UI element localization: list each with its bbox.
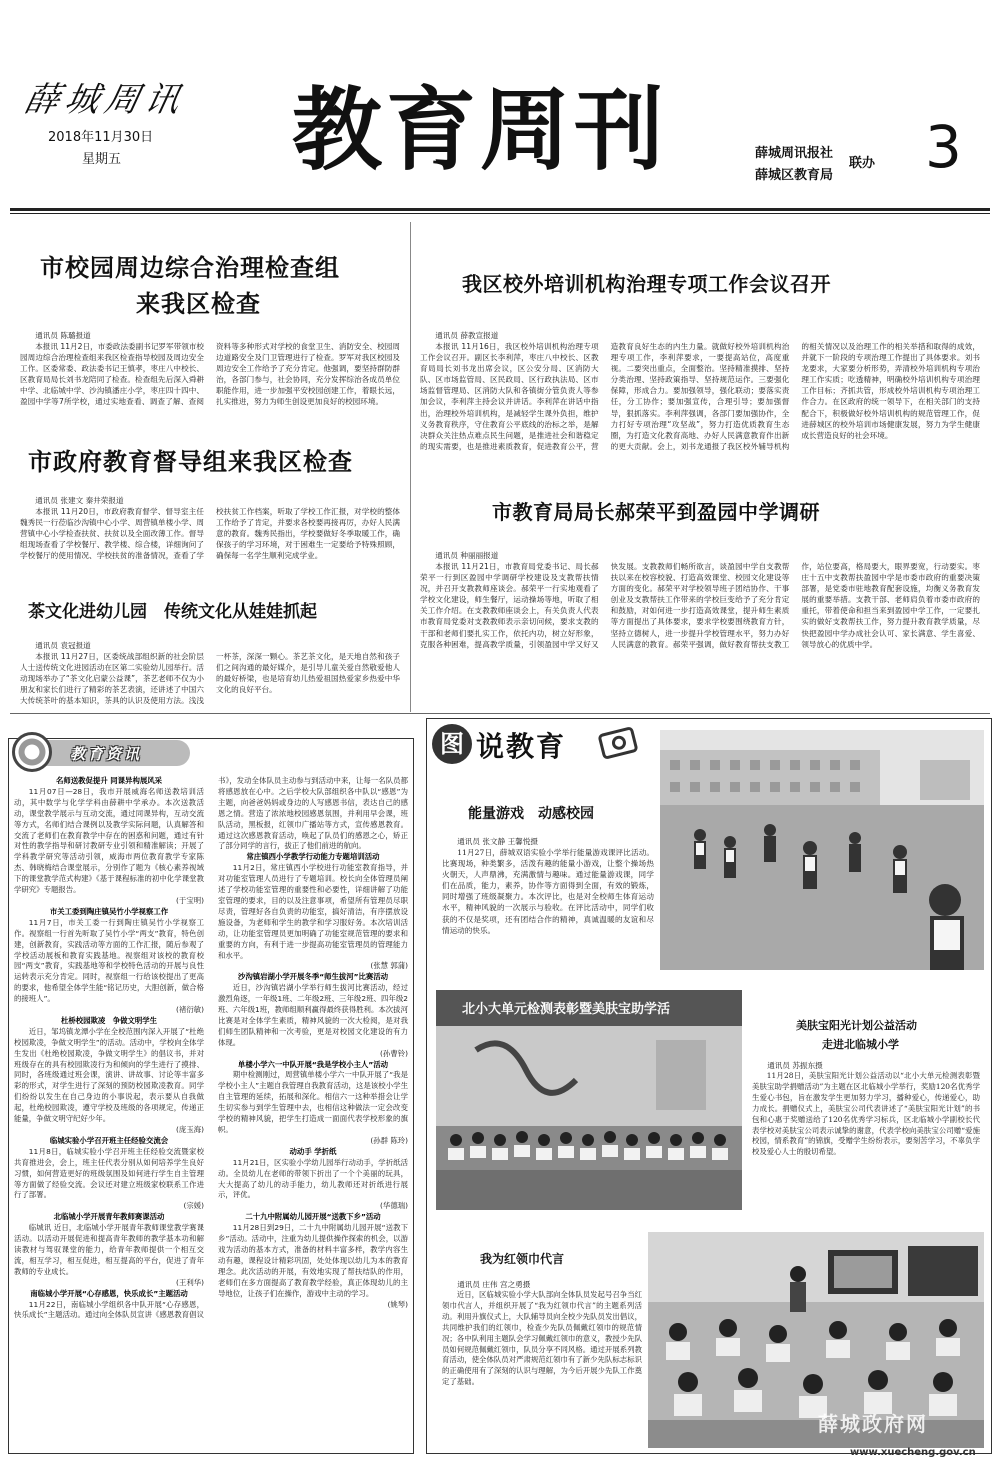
zixun-item-body: 11月22日，南临城小学组织各中队开展“心存感恩，快乐成长”主题活动。通过向全体队员宣讲《感恩教育倡议书》，发动全体队员主动参与到活动中来，让每一名队员都将感恩放在心中。之后学校大队部组织各中队以“感恩”为主题，向爸爸妈妈或身边的人写感恩书信，表达自己的感恩之情。营造了浓浓地校园感恩氛围，并利用早会课，班队活动，黑板报，红领巾广播站等方式，宣传感恩教育。通过这次感恩教育活动，唤起了队员们的感恩之心，矫正了部分同学的言行，拔正了他们前进的航向。	[14, 776, 408, 1320]
photo-red-scarf	[648, 1232, 984, 1448]
zixun-item-credit: (姚琴)	[387, 1299, 408, 1309]
article1-byline: 通讯员 陈璐报道	[35, 331, 91, 340]
zixun-item-body: 11月7日，市关工委一行到陶庄镇吴竹小学视察工作。视察组一行首先听取了吴竹小学“两支”教育，特色创建，创新教育，实践活动等方面的工作汇报，随后参观了学校活动展板和教育实践基地。视察组对该校的教育校园“两支”教育，实践基地等和学校特色活动的开展与良性运转表示充分肯定。同时，视察组一行给该校提出了更高的要求，他希望全体学生能“铭记历史，大胆创新，做合格的接班人”。	[14, 917, 204, 1004]
zixun-item-body: 近日，邹坞镇龙潭小学在全校范围内深入开展了“杜绝校园欺凌，争做文明学生”的活动。活动中，学校向全体学生发出《杜绝校园欺凌，争做文明学生》的倡议书，并对班级存在的具有校园欺凌行为和倾向的学生进行了摸排、同时，各班级通过班会课，演讲、讲故事、讨论等丰富多彩的形式，对学生进行了深刻的预防校园欺凌教育。同学们纷纷以发生在自己身边的小事说起，表示要从自我做起，杜绝校园欺凌，遵守学校及班级的各项规定，传递正能量，争做文明守纪好少年。	[14, 1026, 204, 1124]
zixun-item-body: 临城讯 近日，北临城小学开展青年教师课堂教学赛课活动。以活动开展促进和提高青年教师的教学基本功和解读教材与驾驭课堂的能力，给青年教师提供一个相互交流，相互学习，相互促进，相互提高的平台，促进了青年教师的专业成长。	[14, 1223, 204, 1276]
photo2-byline: 通讯员 苏振东摄	[767, 1061, 823, 1070]
column-divider	[410, 222, 411, 712]
article5-title: 市教育局局长郝荣平到盈园中学调研	[492, 500, 820, 524]
page-number: 3	[925, 113, 962, 181]
photo2-body: 11月28日，美肤宝阳光计划公益活动以“北小大单元检测表彰暨美肤宝助学捐赠活动”为主题在区北临城小学举行，奖励120名优秀学生爱心书包，旨在激发学生更加努力学习，播种爱心，传递爱心，助力成长。捐赠仪式上，美肤宝公司代表讲述了“美肤宝阳光计划”的书包和心惠于奖赠送给了120名优秀学习标兵，区北临城小学副校长代表学校对美肤宝公司表示诚挚的谢意，代表学校向美肤宝公司赠“爱施校园，情系教育”的锦旗，受赠学生纷纷表示，要刻苦学习，不辜负学校及爱心人士的殷切希望。	[752, 1071, 980, 1157]
photo2-title-line2: 走进北临城小学	[822, 1038, 899, 1051]
article3-body: 本报讯 11月27日，区委统战部组织新的社会阶层人士送传统文化进园活动在区第二实验幼儿园举行。活动现场举办了“茶文化启蒙公益课”，茶艺老师不仅为小朋友和家长们进行了精彩的茶艺表演，还讲述了中国六大传统茶叶的基本知识，茶具的认识及使用方法。浅浅一杯茶，深深一颗心。茶艺茶文化，是天地自然和孩子们之间沟通的最好媒介，是引导儿童关爱自然敬爱他人的最好桥梁，也是培育幼儿热爱祖国热爱家乡热爱中华文化的良好平台。	[20, 652, 400, 706]
tushuo-header-badge: 图	[432, 724, 472, 764]
photo-energy-games	[660, 730, 984, 970]
article2-body: 本报讯 11月20日，市政府教育督学、督导室主任魏秀民一行莅临沙沟镇中心小学、周营镇单楼小学、周营镇中心小学检查扶贫、扶贫以及全面改薄工作。督导组现场查看了学校餐厅、教学楼、综合楼，详细询问了学校餐厅的使用情况、学校扶贫的准备情况，查看了学校扶贫工作档案，听取了学校工作汇报，对学校的整体工作给予了肯定，并要求各校要再接再厉，办好人民满意的教育。魏秀民指出，学校要做好冬季取暖工作，确保孩子的学习环境，对于困难生一定要给予特殊照顾，确保每一名学生顺利完成学业。	[20, 507, 400, 561]
photo-energy-games-image	[660, 730, 984, 970]
sponsor-name-2: 薛城区教育局	[755, 168, 834, 183]
photo-meifubao	[436, 990, 742, 1210]
zixun-item-title: 动动手 学折纸	[289, 1146, 337, 1156]
masthead	[0, 0, 1000, 220]
issue-date: 2018年11月30日	[48, 130, 154, 145]
photo1-byline: 通讯员 张文静 王馨悦摄	[457, 837, 538, 846]
photo1-title: 能量游戏 动感校园	[468, 806, 594, 822]
article4-title: 我区校外培训机构治理专项工作会议召开	[462, 272, 831, 296]
photo3-byline: 通讯员 庄伟 宫之勇摄	[457, 1280, 531, 1289]
zixun-item-title: 单楼小学六一中队开展“我是学校小主人”活动	[237, 1059, 389, 1069]
photo2-title-line1: 美肤宝阳光计划公益活动	[796, 1019, 917, 1032]
zixun-item-body: 11月8日，临城实验小学召开班主任经验交流暨家校共育推进会，会上，班主任代表分别从如何培养学生良好习惯，如何营造更好的班级氛围及如何进行学生自主管理等方面做了经验交流。会议还对建立班级家校联系工作进行了部署。	[14, 1146, 204, 1200]
article2-title: 市政府教育督导组来我区检查	[28, 448, 353, 476]
article4-body: 本报讯 11月16日，我区校外培训机构治理专项工作会议召开。副区长李利萍，枣庄八中校长、区教育局局长刘书龙出席会议，区公安分局、区消防大队、区市场监管局、区民政局、区行政执法局、区市场监督管理局、区消防大队和各镇街分管负责人等参加会议，李利萍主持会议并讲话。李利萍在讲话中指出，治理校外培训机构，是减轻学生课外负担，维护义务教育秩序，守住教育公平底线的治标之举，是解决群众关注热点难点民生问题，是推进社会和谐稳定的现实需要，也是推进素质教育，促进教育公平，营造教育良好生态的内生力量。就做好校外培训机构治理专项工作，李利萍要求，一要提高站位，高度重视。二要突出重点，全面整治。坚持精准摸排、坚持分类治理、坚持政策指导、坚持规范运作。三要强化保障，形成合力。要加强领导，强化联动；要落实责任，分工协作；要加强宣传，合理引导；要加强督导，狠抓落实。李利萍强调，各部门要加强协作，全力打好专项治理“攻坚战”，努力打造优质教育生态圈，为打造文化教育高地、办好人民满意教育作出新的更大贡献。会上，刘书龙通报了我区校外辅导机构的相关情况以及治理工作的相关举措和取得的成效，并就下一阶段的专项治理工作提出了具体要求。刘书龙要求，大家要分析形势，弄清校外培训机构专项治理工作实质；吃透精神，明确校外培训机构专项治理工作目标；齐抓共管，形成校外培训机构专项治理工作合力。在区政府的统一领导下，在相关部门的支持配合下，积极做好校外培训机构的规范管理工作，促进薛城区的校外培训市场健康发展，努力为学生健康成长营造良好的社会环境。	[420, 342, 980, 451]
joint-label: 联办	[849, 156, 876, 171]
section-rule	[10, 713, 990, 714]
photo-meifubao-banner: 北小大单元检测表彰暨美肤宝助学活	[462, 1002, 671, 1017]
zixun-item-body: 11月28日到29日，二十九中附属幼儿园开展“送教下乡”活动。活动中，注重为幼儿提供操作探索的机会，以游戏为活动的基本方式，准备的材料丰富多样，教学内容生动有趣，课程设计精彩巩固，处处体现以幼儿为本的教育理念。此次活动的开展，有效地实现了帮扶结队的作用，老师们在多方面提高了教育教学经验，真正体现幼儿的主导地位，让孩子们在操作，游戏中主动的学习。	[218, 1223, 408, 1298]
zixun-item-credit: (孙群 陈玲)	[370, 1135, 408, 1145]
zixun-item-credit: (华德瑞)	[380, 1201, 408, 1211]
watermark-url[interactable]: www.xuecheng.gov.cn	[850, 1447, 976, 1458]
zixun-header-icon	[12, 732, 52, 772]
zixun-item-body: 近日，沙沟镇岩湖小学举行师生拔河比赛活动，经过激烈角逐，一年级1班、二年级2班、三年级2班、四年级2班、六年级1班，教师组顺利赢得最终获得胜利。本次拔河比赛是对全体学生素质，精神风貌的一次大检阅，是对我们师生团队精神和一次考验，更是对校园文化建设的有力体现。	[218, 983, 408, 1047]
page-title: 教育周刊	[292, 78, 668, 183]
zixun-item-title: 沙沟镇岩湖小学开展冬季“师生拔河”比赛活动	[237, 972, 389, 982]
article5-byline: 通讯员 种丽丽报道	[435, 551, 499, 560]
tushuo-header-text: 说教育	[476, 730, 567, 763]
photo1-body: 11月27日，薛城双语实验小学举行能量游戏课评比活动。比赛现场，种类繁多，活泼有趣的能量小游戏，让整个操场热火朝天，人声鼎沸，充满激情与趣味。通过能量游戏课，同学们在品质，能力，素养，协作等方面得到全面，有效的锻炼，同时增强了班级凝聚力。本次评比，也是对全校师生体育运动水平，精神风貌的一次展示与验收。在评比活动中，同学们收获的不仅是奖项，还有团结合作的精神，真诚温暖的友谊和尽情运动的快乐。	[442, 848, 654, 935]
zixun-item-body: 11月2日，常庄镇西小学校进行功能室教育指导，并对功能室管理人员进行了专题培训。校长向全体管理员阐述了学校功能室管理的重要性和必要性，详细讲解了功能室管理的要求，目的以及注意事项，希望所有管理员尽职尽责，管理好各自负责的功能室，搞好清洁，有序摆放设施设备，为老师和学生的教学和学习服好务。本次培训活动，让功能室管理员更加明确了功能室规范管理的要求和重要的方向，有利于进一步提高功能室管理员的管理能力和水平。	[218, 863, 408, 960]
photo-red-scarf-image	[648, 1232, 984, 1448]
photo-meifubao-image	[436, 990, 742, 1210]
photo3-body: 近日，区临城实验小学大队部向全体队员发起号召争当红领巾代言人，并组织开展了“我为红领巾代言”的主题系列活动。利用升旗仪式上，大队辅导员向全校少先队员发出倡议，共同维护我们的红领巾，检查少先队员佩戴红领巾的规范情况；各中队利用主题队会学习佩戴红领巾的意义，教授少先队员如何规范佩戴红领巾，队员分享不同风格。通过开展系列教育活动，使全体队员对严肃规范红领巾有了新少先队标志标识的正确使用有了深刻的认识与理解，为今后开展少先队工作奠定了基础。	[442, 1290, 642, 1387]
article3-title: 茶文化进幼儿园 传统文化从娃娃抓起	[28, 602, 317, 622]
zixun-item-title: 市关工委到陶庄镇吴竹小学视察工作	[49, 906, 169, 916]
zixun-item-title: 名师送教促提升 同课异构展风采	[55, 776, 163, 785]
zixun-list	[14, 776, 408, 1448]
photo3-title: 我为红领巾代言	[480, 1252, 565, 1266]
zixun-item-title: 常庄镇西小学教学行动能力专题培训活动	[246, 852, 380, 862]
article3-byline: 通讯员 袁冠报道	[35, 641, 91, 650]
zixun-item-body: 11月21日，区实验小学幼儿园举行动动手，学折纸活动。全员幼儿在老师的带领下折出了一个个美丽的玩具，大大提高了幼儿的动手能力，幼儿教师还对折纸进行展示，评优。	[218, 1157, 408, 1200]
zixun-item-title: 二十九中附属幼儿园开展“送教下乡”活动	[245, 1212, 381, 1222]
zixun-item-body: 期中检测刚过，周营镇单楼小学六一中队开展了“我是学校小主人”主题自我管理自我教育活动，这是该校小学生自主管理的延续，拓展和深化。相信六一这种举措会让学生切实参与到学生管理中去，也相信这种做法一定会改变学校的精神风貌，把学生打造成一面面代表学校形象的旗帜。	[218, 1070, 408, 1134]
zixun-item-title: 临城实验小学召开班主任经验交流会	[49, 1135, 169, 1145]
article1-body: 本报讯 11月2日，市委政法委副书记罗军带领市校园周边综合治理检查组来我区检查指导校园及周边安全工作。区委常委、政法委书记王慎孝，枣庄八中校长、区教育局局长刘书龙陪同了检查。检查组先后深入舜耕中学、北临城中学、沙沟镇潘庄小学，枣庄四十四中、盈园中学等7所学校，通过实地查看、调查了解、查阅资料等多种形式对学校的食堂卫生、消防安全、校园周边道路安全及门卫管理进行了检查。罗军对我区校园及周边安全工作给予了充分肯定。他强调，要坚持群防群治，各部门参与，社会协同，充分发挥综治各成员单位职能作用，进一步加强平安校园创建工作，着眼长远，扎实推进，努力为师生创设更加良好的校园环境。	[20, 342, 400, 407]
masthead-rule-thin	[10, 213, 990, 214]
zixun-item-title: 北临城小学开展青年教师赛课活动	[53, 1212, 165, 1222]
masthead-rule	[10, 208, 990, 211]
sponsor-name-1: 薛城周讯报社	[755, 146, 834, 161]
watermark-logo-text: 薛城政府网	[818, 1412, 928, 1436]
article1-title-line1: 市校园周边综合治理检查组	[40, 254, 340, 282]
zixun-item-title: 南临城小学开展“心存感恩，快乐成长”主题活动	[30, 1288, 188, 1298]
zixun-header-title: 教育资讯	[70, 745, 143, 763]
zixun-item-credit: (褚衍敏)	[176, 1005, 204, 1015]
article4-byline: 通讯员 薛教宣报道	[435, 331, 499, 340]
zixun-item-credit: (王利华)	[176, 1277, 204, 1287]
camera-icon	[597, 726, 638, 760]
zixun-item-title: 杜桥校园欺凌 争做文明学生	[60, 1015, 158, 1025]
tushuo-header	[432, 722, 672, 766]
zixun-item-credit: (宗媛)	[183, 1201, 204, 1211]
zixun-item-body: 11月07日—28日，我市开展威海名师送教培训活动，其中数学与化学学科由薛耕中学承办。本次送教活动，课堂教学展示与互动交流，通过同课异构，互动交流等方式，名师们结合课例以及教学实际问题，认真解答和交流了老师们在教育教学中存在的困惑和问题，通过有针对性的教学指导和研讨教研专业引领和精准解读；开展了学科教学研究等活动引领，威海市两位教育教学专家陈杰、韩晓梅结合课堂展示，分别作了题为《核心素养视域下的课堂教学范式构建》《基于课程标准的初中化学课堂教学研究》专题报告。	[14, 786, 204, 895]
issue-weekday: 星期五	[82, 152, 122, 167]
article5-body: 本报讯 11月21日，市教育局党委书记、局长郝荣平一行到区盈园中学调研学校建设及支教帮扶情况，并召开支教教师座谈会。郝荣平一行实地观看了学校文化建设，师生餐厅，运动操场等地，听取了相关工作介绍。在支教教师座谈会上，有关负责人代表市教育局党委对支教教师表示亲切问候，要求支教的干部和老师们要扎实工作，依托内功，树立好形象，克服各种困难，提高教学质量，引领盈园中学又好又快发展。支教教师们畅所欲言，谈盈园中学自支教帮扶以来在校容校貌、打造高效课堂、校园文化建设等方面的变化。郝荣平对学校领导班子团结协作、干事创业及支教帮扶工作带来的学校巨变给予了充分肯定和鼓励，对如何进一步打造高效课堂，提升师生素质等方面提出了具体要求，要求学校要围绕教育方针，坚持立德树人，进一步提升学校管理水平，努力办好人民满意的教育。郝荣平强调，做好教育帮扶支教工作，站位要高，格局要大，眼界要宽，行动要实。枣庄十五中支教帮扶盈园中学是市委市政府的重要决策部署，是党委市驻地教育配套设施，均衡义务教育发展的重要举措。支教干部、老师肩负着市委市政府的重托，带着使命和担当来到盈园中学工作，一定要扎实的做好支教帮扶工作，努力提升教育教学质量，尽快把盈园中学办成社会认可、家长满意、学生喜爱、领导放心的优质中学。	[420, 562, 980, 649]
article2-byline: 通讯员 张建文 秦井荣报道	[35, 496, 124, 505]
zixun-item-credit: (于宝明)	[176, 895, 204, 905]
zixun-item-credit: (庞玉海)	[176, 1125, 204, 1134]
article1-title-line2: 来我区检查	[136, 290, 261, 318]
zixun-item-credit: (孙曹铃)	[380, 1048, 408, 1058]
zixun-item-credit: (张慧 郭蒲)	[370, 961, 408, 971]
masthead-logo: 薛城周讯	[21, 80, 190, 120]
